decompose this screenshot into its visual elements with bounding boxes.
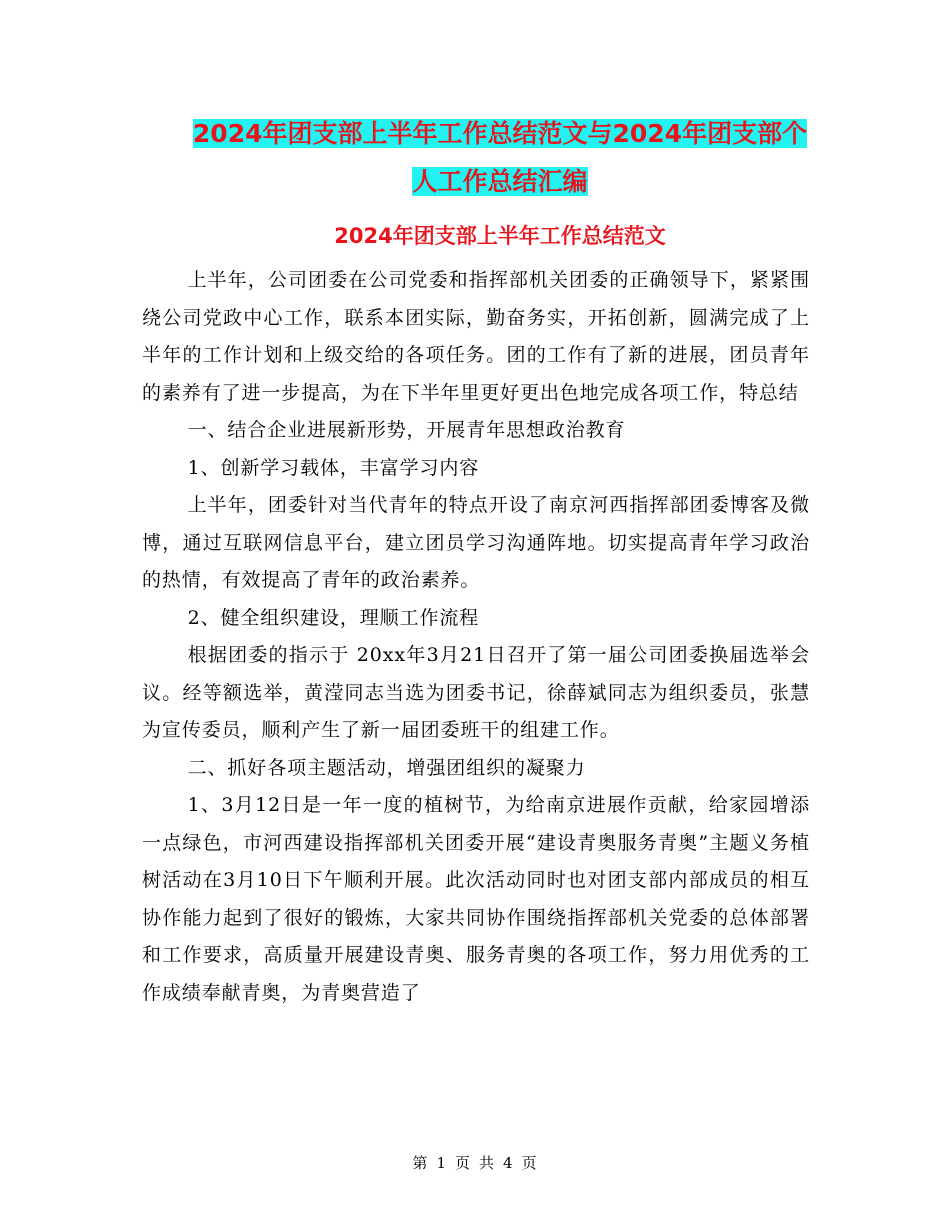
footer-page-number: 1	[436, 1154, 447, 1172]
page-footer	[0, 1152, 950, 1173]
subheading-1-1: 1、创新学习载体，丰富学习内容	[187, 456, 480, 479]
heading-section-1: 一、结合企业进展新形势，开展青年思想政治教育	[187, 419, 626, 441]
footer-total-pages: 4	[503, 1154, 514, 1172]
section-title: 2024年团支部上半年工作总结范文	[334, 224, 666, 248]
footer-total-unit: 页	[521, 1154, 538, 1172]
document-title	[140, 110, 860, 206]
document-body	[142, 262, 810, 1012]
heading-section-2: 二、抓好各项主题活动，增强团组织的凝聚力	[187, 756, 586, 779]
footer-page-label: 第	[412, 1154, 429, 1172]
paragraph-1-1: 上半年，团委针对当代青年的特点开设了南京河西指挥部团委博客及微博，通过互联网信息平台，建立团员学习沟通阵地。切实提高青年学习政治的热情，有效提高了青年的政治素养。	[142, 494, 810, 591]
document-title-line-2: 人工作总结汇编	[412, 167, 588, 196]
paragraph-1-2: 根据团委的指示于 20xx年3月21日召开了第一届公司团委换届选举会议。经等额选举，黄滢同志当选为团委书记，徐薛斌同志为组织委员，张慧为宣传委员，顺利产生了新一届团委班干的组建工作。	[142, 644, 810, 741]
paragraph-2-1: 1、3月12日是一年一度的植树节，为给南京进展作贡献，给家园增添一点绿色，市河西建设指挥部机关团委开展“建设青奥服务青奥”主题义务植树活动在3月10日下午顺利开展。此次活动同时也对团支部内部成员的相互协作能力起到了很好的锻炼，大家共同协作围绕指挥部机关党委的总体部署和工作要求，高质量开展建设青奥、服务青奥的各项工作，努力用优秀的工作成绩奉献青奥，为青奥营造了	[142, 794, 810, 1004]
footer-total-label: 共	[479, 1154, 496, 1172]
subheading-1-2: 2、健全组织建设，理顺工作流程	[187, 606, 480, 629]
document-title-line-1: 2024年团支部上半年工作总结范文与2024年团支部个	[192, 119, 808, 148]
footer-page-unit: 页	[454, 1154, 471, 1172]
paragraph-intro: 上半年，公司团委在公司党委和指挥部机关团委的正确领导下，紧紧围绕公司党政中心工作，联系本团实际，勤奋务实，开拓创新，圆满完成了上半年的工作计划和上级交给的各项任务。团的工作有了新的进展，团员青年的素养有了进一步提高，为在下半年里更好更出色地完成各项工作，特总结	[142, 269, 810, 404]
